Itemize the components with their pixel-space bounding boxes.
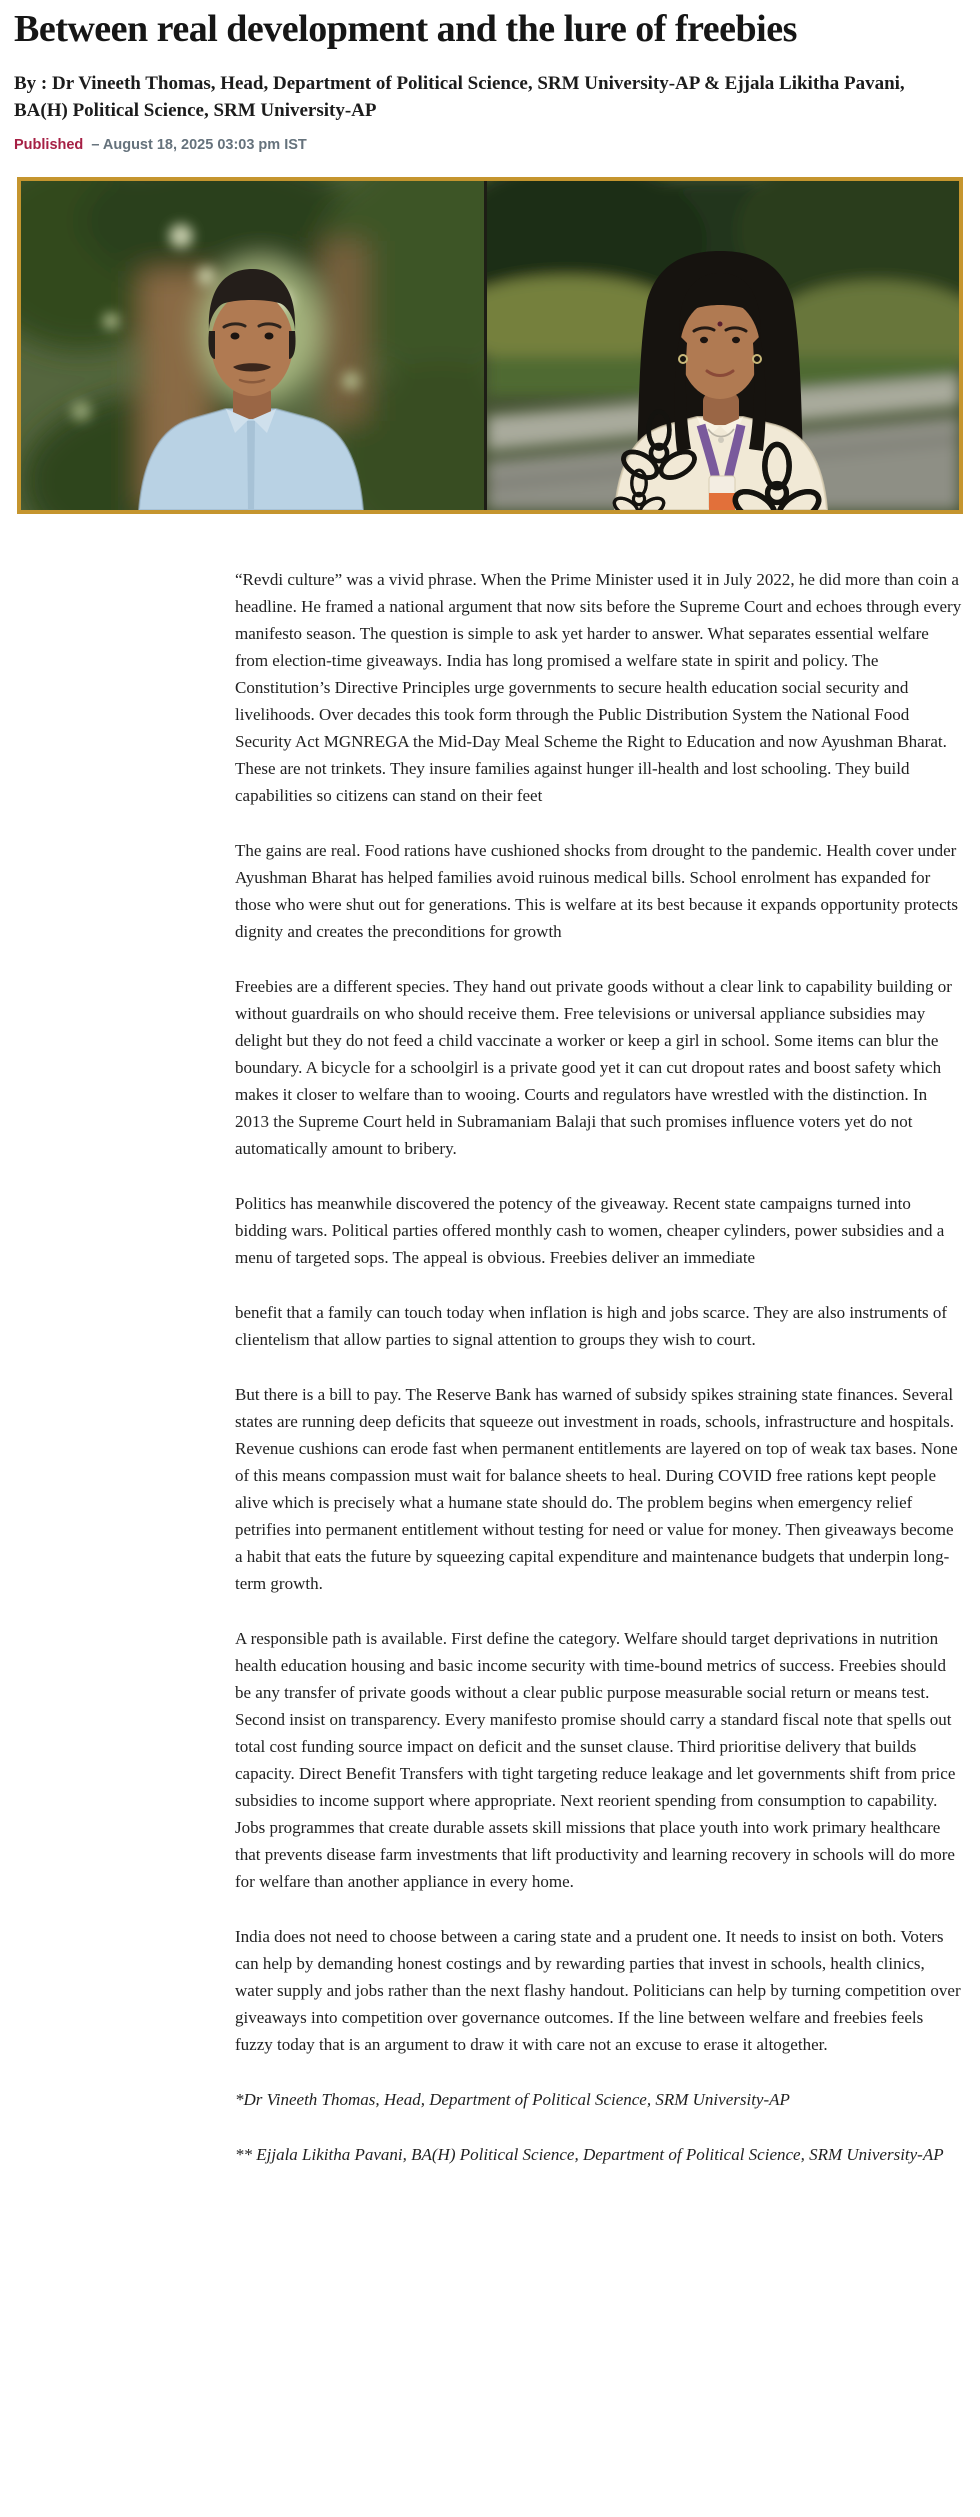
article-paragraph: benefit that a family can touch today when inflation is high and jobs scarce. They are also instruments of clientelism that allow parties to signal attention to groups they wish to court. [235,1303,948,1350]
photo-man [21,181,484,510]
article-paragraph: Politics has meanwhile discovered the potency of the giveaway. Recent state campaigns turned into bidding wars. Political parties offered monthly cash to women, cheaper cylinders, power subsidies and a menu of targeted sops. The appeal is obvious. Freebies deliver an immediate [235,1194,945,1268]
lead-image [17,177,963,514]
published-row [14,137,962,153]
published-label: Published [14,137,84,154]
article-paragraph: “Revdi culture” was a vivid phrase. When the Prime Minister used it in July 2022, he did more than coin a headline. He framed a national argument that now sits before the Supreme Court and echoes through every manifesto season. The question is simple to ask yet harder to answer. What separates essential welfare from election-time giveaways. India has long promised a welfare state in spirit and policy. The Constitution’s Directive Principles urge governments to secure health education social security and livelihoods. Over decades this took form through the Public Distribution System the National Food Security Act MGNREGA the Mid-Day Meal Scheme the Right to Education and now Ayushman Bharat. These are not trinkets. They insure families against hunger ill-health and lost schooling. They build capabilities so citizens can stand on their feet [235,570,962,806]
article-paragraph: But there is a bill to pay. The Reserve Bank has warned of subsidy spikes straining state finances. Several states are running deep deficits that squeeze out investment in roads, schools, infrastructure and hospitals. Revenue cushions can erode fast when permanent entitlements are layered on top of weak tax bases. None of this means compassion must wait for balance sheets to heal. During COVID free rations kept people alive which is precisely what a humane state should do. The problem begins when emergency relief petrifies into permanent entitlement without testing for need or value for money. Then giveaways become a habit that eats the future by squeezing capital expenditure and maintenance budgets that underpin long-term growth. [235,1385,958,1594]
published-date: – August 18, 2025 03:03 pm IST [91,137,307,154]
article-paragraph: India does not need to choose between a caring state and a prudent one. It needs to insist on both. Voters can help by demanding honest costings and by rewarding parties that invest in schools, health clinics, water supply and jobs rather than the next flashy handout. Politicians can help by turning competition over giveaways into competition over governance outcomes. If the line between welfare and freebies feels fuzzy today that is an argument to draw it with care not an excuse to erase it altogether. [235,1927,961,2055]
author-credit: *Dr Vineeth Thomas, Head, Department of Political Science, SRM University-AP [235,2090,790,2110]
article-paragraph: A responsible path is available. First define the category. Welfare should target deprivations in nutrition health education housing and basic income security with time-bound metrics of success. Freebies should be any transfer of private goods without a clear public purpose measurable social return or means test. Second insist on transparency. Every manifesto promise should carry a standard fiscal note that spells out total cost funding source impact on deficit and the sunset clause. Third prioritise delivery that builds capacity. Direct Benefit Transfers with tight targeting reduce leakage and let governments shift from price subsidies to income support where appropriate. Next reorient spending from consumption to capability. Jobs programmes that create durable assets skill missions that place youth into work primary healthcare that prevents disease farm investments that lift productivity and learning recovery in schools will do more for welfare than another appliance in every home. [235,1629,956,1892]
photo-woman [487,181,959,510]
article-paragraph: Freebies are a different species. They hand out private goods without a clear link to capability building or without guardrails on who should receive them. Free televisions or universal appliance subsidies may delight but they do not feed a child vaccinate a worker or keep a girl in school. Some items can blur the boundary. A bicycle for a schoolgirl is a private good yet it can cut dropout rates and boost safety which makes it closer to welfare than to wooing. Courts and regulators have wrestled with the distinction. In 2013 the Supreme Court held in Subramaniam Balaji that such promises influence voters yet do not automatically amount to bribery. [235,977,952,1159]
author-credit: ** Ejjala Likitha Pavani, BA(H) Political Science, Department of Political Science, SRM University-AP [235,2145,944,2165]
article-paragraph: The gains are real. Food rations have cushioned shocks from drought to the pandemic. Health cover under Ayushman Bharat has helped families avoid ruinous medical bills. School enrolment has expanded for those who were shut out for generations. This is welfare at its best because it expands opportunity protects dignity and creates the preconditions for growth [235,841,958,942]
paragraph-list [235,566,962,2058]
article-header [0,0,980,153]
byline: By : Dr Vineeth Thomas, Head, Department of Political Science, SRM University-AP & Ejjala Likitha Pavani, BA(H) Political Science, SRM University-AP [14,73,905,121]
article-body [235,566,962,2168]
page-title: Between real development and the lure of freebies [14,8,797,50]
author-credits [235,2086,962,2168]
